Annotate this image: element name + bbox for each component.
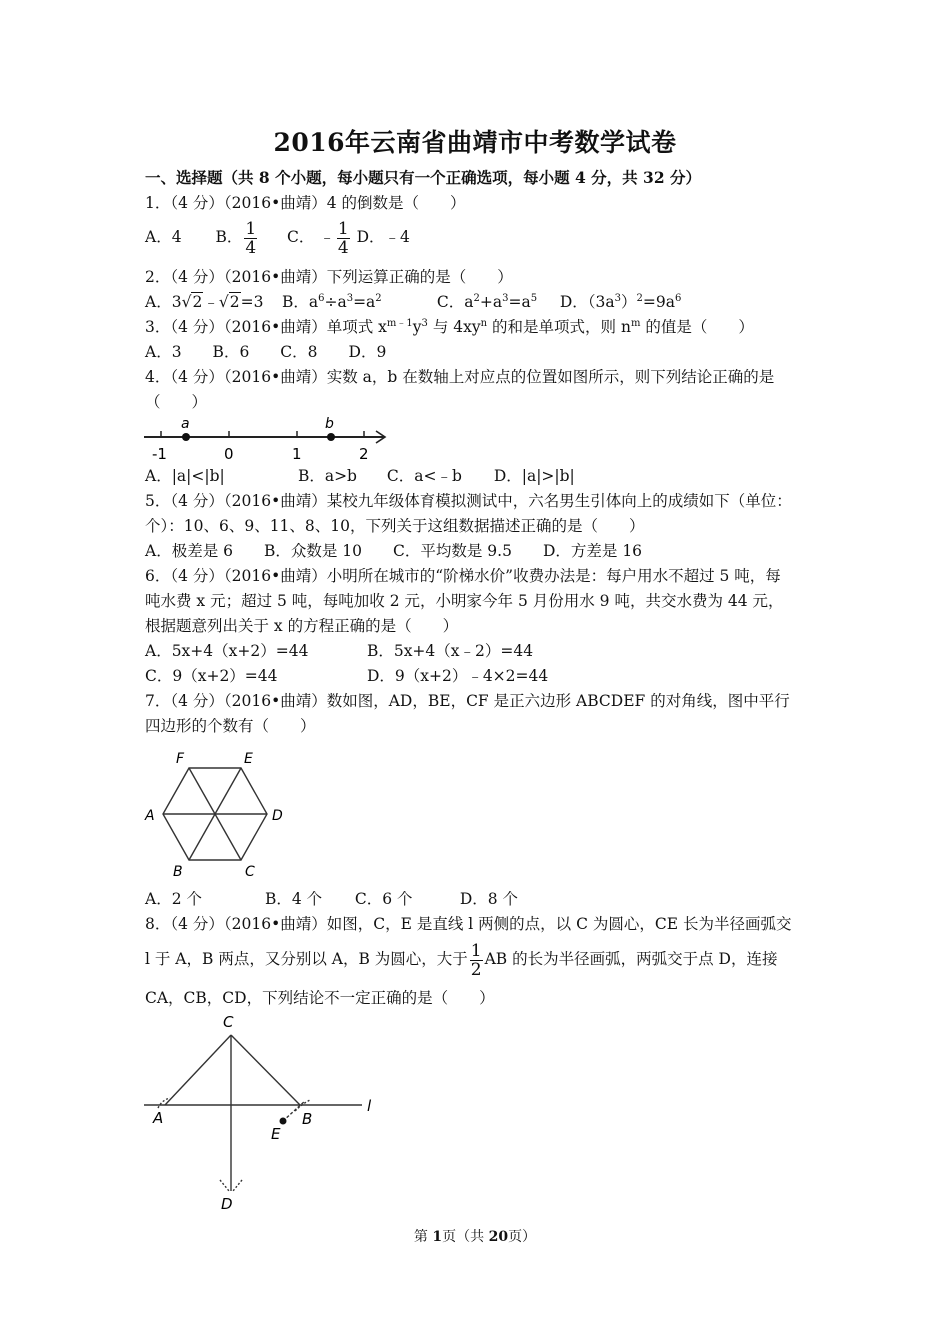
page-footer: 第 1页（共 20页） bbox=[413, 1229, 537, 1245]
segment-cb bbox=[231, 1035, 300, 1105]
point-d-label: D bbox=[221, 1195, 233, 1213]
question-6-options-row2 bbox=[145, 666, 548, 686]
q6-option-a: A．5x+4（x+2）=44 bbox=[145, 642, 309, 660]
hexagon-figure bbox=[140, 744, 295, 882]
point-c-label: C bbox=[223, 1013, 234, 1031]
question-6-stem-line2: 吨水费 x 元；超过 5 吨，每吨加收 2 元，小明家今年 5 月份用水 9 吨，共交水费为 44 元， bbox=[145, 592, 784, 610]
question-3-stem: 3．（4 分）（2016•曲靖）单项式 $x^{m﹣1}y^3$ 与 $4xy^n$ 的和是单项式，则 $n^m$ 的值是（ ） bbox=[145, 318, 754, 336]
point-e-dot bbox=[280, 1118, 287, 1125]
q6-option-d: D．9（x+2）﹣4×2=44 bbox=[366, 667, 549, 685]
q2-option-a: A．3√2﹣√2=3 bbox=[145, 293, 264, 311]
q2-option-b: B．$a^6\div a^3=a^2$ bbox=[281, 293, 382, 311]
axis-label-0: 0 bbox=[224, 445, 234, 463]
vertex-b-label: B bbox=[173, 864, 183, 880]
page-total: 20 bbox=[488, 1229, 509, 1245]
question-4-stem-line2: （ ） bbox=[145, 393, 208, 411]
q1-option-c-fraction: $\frac{1}{4}$ bbox=[337, 218, 349, 258]
axis-label-minus-1: -1 bbox=[152, 445, 167, 463]
q4-option-b: B．a>b bbox=[297, 467, 357, 485]
vertex-c-label: C bbox=[245, 864, 255, 880]
q6-option-c: C．9（x+2）=44 bbox=[145, 667, 278, 685]
q4-option-d: D．|a|>|b| bbox=[493, 467, 575, 485]
point-a-label: a bbox=[181, 416, 190, 432]
question-7-stem-line1: 7．（4 分）（2016•曲靖）数如图，AD，BE，CF 是正六边形 ABCDEF 的对角线，图中平行 bbox=[145, 692, 790, 710]
question-4-options bbox=[145, 466, 575, 486]
q1-option-b-label: B． bbox=[215, 228, 243, 246]
q7-option-c: C．6 个 bbox=[354, 890, 413, 908]
question-7-options bbox=[145, 889, 518, 909]
question-5-stem-line2: 个）：10、6、9、11、8、10，下列关于这组数据描述正确的是（ ） bbox=[145, 517, 645, 535]
point-b-label: b bbox=[325, 416, 334, 432]
point-a-label: A bbox=[153, 1109, 164, 1127]
question-2-options bbox=[145, 292, 681, 312]
q1-option-c-sign: ﹣ bbox=[319, 228, 335, 246]
segment-ca bbox=[165, 1035, 231, 1105]
question-6-options-row1 bbox=[145, 641, 533, 661]
q8-fraction: $\frac{1}{2}$ bbox=[470, 940, 482, 980]
question-8-stem-line1: 8．（4 分）（2016•曲靖）如图，C，E 是直线 l 两侧的点，以 C 为圆心，CE 长为半径画弧交 bbox=[145, 915, 792, 933]
q7-option-d: D．8 个 bbox=[459, 890, 519, 908]
vertex-a-label: A bbox=[145, 808, 155, 824]
line-l-label: l bbox=[367, 1097, 372, 1115]
page-number: 1 bbox=[432, 1229, 443, 1245]
question-8-stem-line2: l 于 A，B 两点，又分别以 A，B 为圆心，大于 $\frac{1}{2}$ AB 的长为半径画弧，两弧交于点 D，连接 bbox=[145, 940, 778, 980]
question-6-stem-line1: 6．（4 分）（2016•曲靖）小明所在城市的“阶梯水价”收费办法是：每户用水不超过 5 吨，每 bbox=[145, 567, 781, 585]
q7-option-b: B．4 个 bbox=[264, 890, 323, 908]
q4-option-c: C．a<﹣b bbox=[386, 467, 462, 485]
question-6-stem-line3: 根据题意列出关于 x 的方程正确的是（ ） bbox=[145, 617, 459, 635]
point-b-label: B bbox=[302, 1110, 313, 1128]
vertex-f-label: F bbox=[176, 751, 185, 767]
question-1-options bbox=[145, 218, 410, 257]
q1-option-d: D．﹣4 bbox=[356, 228, 410, 246]
question-4-stem-line1: 4．（4 分）（2016•曲靖）实数 a，b 在数轴上对应点的位置如图所示，则下列结论正确的是 bbox=[145, 368, 775, 386]
q1-option-b-fraction: $\frac{1}{4}$ bbox=[245, 218, 257, 258]
axis-label-2: 2 bbox=[359, 445, 369, 463]
compass-construction-figure bbox=[140, 1008, 390, 1213]
question-8-stem-line3: CA，CB，CD，下列结论不一定正确的是（ ） bbox=[145, 989, 495, 1007]
question-5-stem-line1: 5．（4 分）（2016•曲靖）某校九年级体育模拟测试中，六名男生引体向上的成绩如下（单位： bbox=[145, 492, 792, 510]
arc-mark-d-left bbox=[220, 1180, 229, 1191]
vertex-d-label: D bbox=[272, 808, 283, 824]
question-1-stem: 1．（4 分）（2016•曲靖）4 的倒数是（ ） bbox=[145, 194, 466, 212]
q4-option-a: A．|a|<|b| bbox=[145, 467, 225, 485]
question-2-stem: 2．（4 分）（2016•曲靖）下列运算正确的是（ ） bbox=[145, 268, 513, 286]
point-b-dot bbox=[327, 433, 335, 441]
question-3-options: A．3 B．6 C．8 D．9 bbox=[145, 343, 387, 361]
q1-option-c-label: C． bbox=[287, 228, 315, 246]
point-a-dot bbox=[182, 433, 190, 441]
question-5-options: A．极差是 6 B．众数是 10 C．平均数是 9.5 D．方差是 16 bbox=[145, 542, 643, 560]
q6-option-b: B．5x+4（x﹣2）=44 bbox=[366, 642, 534, 660]
q2-option-d: D．$(3a^3)^2=9a^6$ bbox=[559, 293, 682, 311]
page-title: 2016年云南省曲靖市中考数学试卷 bbox=[273, 128, 677, 157]
question-7-stem-line2: 四边形的个数有（ ） bbox=[145, 717, 316, 735]
axis-label-1: 1 bbox=[292, 445, 302, 463]
arc-mark-d-right bbox=[233, 1180, 242, 1191]
arc-mark-a bbox=[158, 1098, 170, 1108]
q2-option-c: C．$a^2+a^3=a^5$ bbox=[436, 293, 538, 311]
q1-option-a: A．4 bbox=[145, 228, 182, 246]
section-heading: 一、选择题（共 8 个小题，每小题只有一个正确选项，每小题 4 分，共 32 分） bbox=[145, 168, 702, 187]
q7-option-a: A．2 个 bbox=[145, 890, 202, 908]
vertex-e-label: E bbox=[244, 751, 253, 767]
point-e-label: E bbox=[271, 1125, 281, 1143]
number-line-figure bbox=[140, 414, 390, 464]
